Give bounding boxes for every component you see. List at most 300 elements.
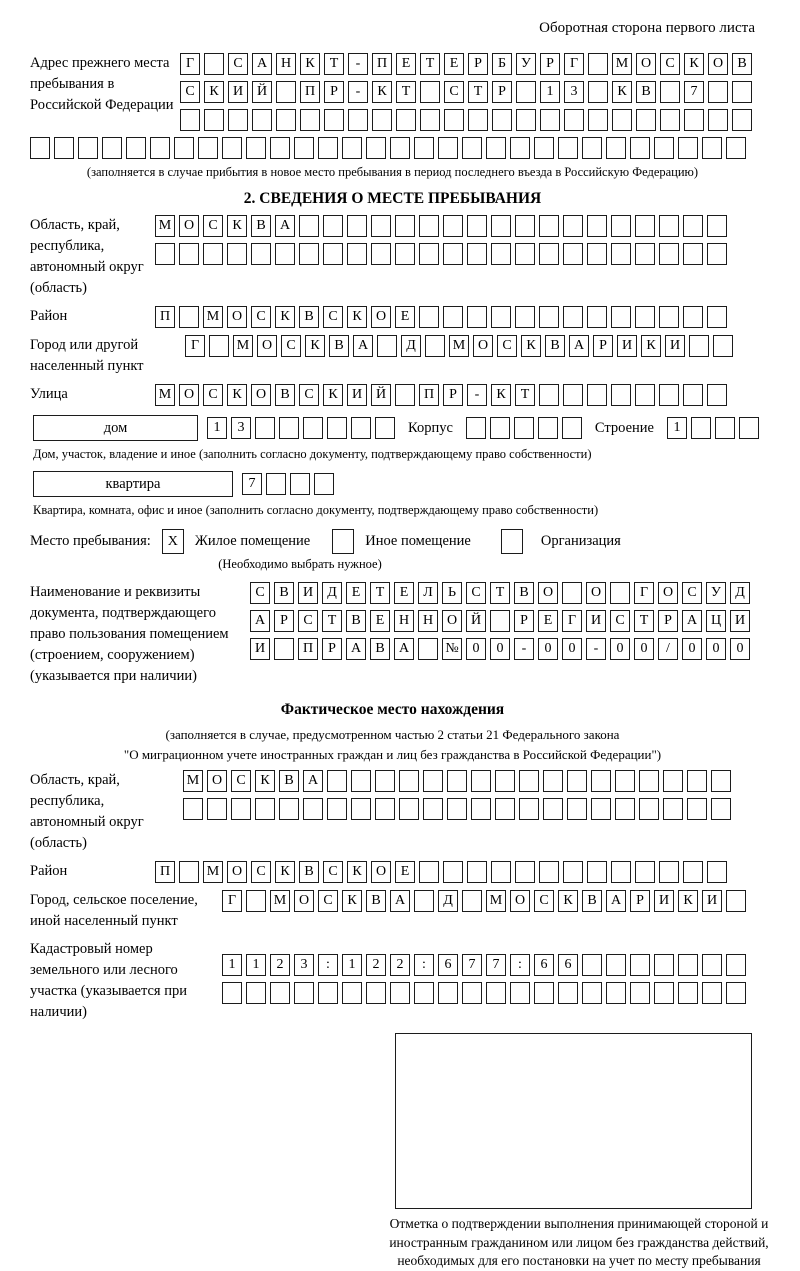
char-box[interactable]: [399, 798, 419, 820]
char-box[interactable]: [540, 109, 560, 131]
char-box[interactable]: С: [251, 306, 271, 328]
char-box[interactable]: 7: [684, 81, 704, 103]
char-box[interactable]: [495, 798, 515, 820]
char-box[interactable]: -: [467, 384, 487, 406]
char-box[interactable]: [659, 384, 679, 406]
char-box[interactable]: [654, 982, 674, 1004]
char-box[interactable]: Е: [395, 306, 415, 328]
char-box[interactable]: П: [372, 53, 392, 75]
char-box[interactable]: [635, 384, 655, 406]
char-box[interactable]: [515, 215, 535, 237]
char-box[interactable]: С: [497, 335, 517, 357]
char-box[interactable]: [371, 243, 391, 265]
char-box[interactable]: С: [318, 890, 338, 912]
char-box[interactable]: 0: [706, 638, 726, 660]
char-box[interactable]: К: [372, 81, 392, 103]
char-box[interactable]: [414, 137, 434, 159]
char-box[interactable]: [510, 137, 530, 159]
char-box[interactable]: [366, 982, 386, 1004]
char-box[interactable]: [203, 243, 223, 265]
char-box[interactable]: [183, 798, 203, 820]
char-box[interactable]: А: [390, 890, 410, 912]
char-box[interactable]: В: [732, 53, 752, 75]
char-box[interactable]: [255, 798, 275, 820]
char-box[interactable]: [462, 890, 482, 912]
char-box[interactable]: О: [179, 384, 199, 406]
char-box[interactable]: А: [606, 890, 626, 912]
char-box[interactable]: [447, 798, 467, 820]
stay-type-checkbox-organization[interactable]: [501, 529, 523, 554]
char-box[interactable]: [611, 243, 631, 265]
char-box[interactable]: [539, 384, 559, 406]
char-box[interactable]: [447, 770, 467, 792]
char-box[interactable]: М: [449, 335, 469, 357]
char-box[interactable]: [539, 215, 559, 237]
char-box[interactable]: С: [444, 81, 464, 103]
char-box[interactable]: [351, 417, 371, 439]
char-box[interactable]: Е: [346, 582, 366, 604]
char-box[interactable]: [587, 243, 607, 265]
char-box[interactable]: [663, 798, 683, 820]
char-box[interactable]: С: [180, 81, 200, 103]
char-box[interactable]: [726, 954, 746, 976]
char-box[interactable]: [606, 137, 626, 159]
char-box[interactable]: М: [233, 335, 253, 357]
char-box[interactable]: [562, 417, 582, 439]
char-box[interactable]: [516, 81, 536, 103]
char-box[interactable]: [591, 798, 611, 820]
char-box[interactable]: 0: [490, 638, 510, 660]
char-box[interactable]: С: [250, 582, 270, 604]
char-box[interactable]: В: [514, 582, 534, 604]
char-box[interactable]: С: [323, 306, 343, 328]
char-box[interactable]: [443, 861, 463, 883]
char-box[interactable]: [654, 954, 674, 976]
char-box[interactable]: О: [294, 890, 314, 912]
char-box[interactable]: [543, 770, 563, 792]
char-box[interactable]: [490, 417, 510, 439]
char-box[interactable]: С: [231, 770, 251, 792]
char-box[interactable]: 2: [366, 954, 386, 976]
char-box[interactable]: [78, 137, 98, 159]
char-box[interactable]: [732, 81, 752, 103]
char-box[interactable]: [587, 306, 607, 328]
char-box[interactable]: [209, 335, 229, 357]
char-box[interactable]: [615, 770, 635, 792]
char-box[interactable]: [366, 137, 386, 159]
char-box[interactable]: Д: [730, 582, 750, 604]
char-box[interactable]: [732, 109, 752, 131]
char-box[interactable]: У: [516, 53, 536, 75]
char-box[interactable]: [563, 243, 583, 265]
char-box[interactable]: В: [370, 638, 390, 660]
char-box[interactable]: [375, 770, 395, 792]
char-box[interactable]: [606, 982, 626, 1004]
char-box[interactable]: [539, 306, 559, 328]
char-box[interactable]: Е: [395, 861, 415, 883]
char-box[interactable]: [270, 137, 290, 159]
char-box[interactable]: [663, 770, 683, 792]
char-box[interactable]: [231, 798, 251, 820]
char-box[interactable]: [419, 861, 439, 883]
char-box[interactable]: О: [179, 215, 199, 237]
char-box[interactable]: [438, 137, 458, 159]
char-box[interactable]: [563, 384, 583, 406]
char-box[interactable]: [689, 335, 709, 357]
char-box[interactable]: О: [227, 306, 247, 328]
char-box[interactable]: [174, 137, 194, 159]
char-box[interactable]: [323, 243, 343, 265]
char-box[interactable]: [126, 137, 146, 159]
char-box[interactable]: :: [414, 954, 434, 976]
char-box[interactable]: [246, 890, 266, 912]
char-box[interactable]: А: [303, 770, 323, 792]
char-box[interactable]: [687, 770, 707, 792]
char-box[interactable]: 6: [534, 954, 554, 976]
char-box[interactable]: [687, 798, 707, 820]
char-box[interactable]: И: [250, 638, 270, 660]
char-box[interactable]: О: [207, 770, 227, 792]
char-box[interactable]: О: [442, 610, 462, 632]
char-box[interactable]: [606, 954, 626, 976]
char-box[interactable]: [102, 137, 122, 159]
char-box[interactable]: Г: [634, 582, 654, 604]
char-box[interactable]: [419, 215, 439, 237]
char-box[interactable]: [636, 109, 656, 131]
char-box[interactable]: Р: [443, 384, 463, 406]
char-box[interactable]: К: [641, 335, 661, 357]
char-box[interactable]: 7: [486, 954, 506, 976]
char-box[interactable]: -: [348, 81, 368, 103]
char-box[interactable]: [375, 798, 395, 820]
char-box[interactable]: Т: [324, 53, 344, 75]
char-box[interactable]: [179, 243, 199, 265]
char-box[interactable]: Б: [492, 53, 512, 75]
char-box[interactable]: К: [275, 306, 295, 328]
char-box[interactable]: 1: [246, 954, 266, 976]
char-box[interactable]: И: [228, 81, 248, 103]
char-box[interactable]: [567, 798, 587, 820]
char-box[interactable]: М: [203, 861, 223, 883]
char-box[interactable]: В: [299, 306, 319, 328]
char-box[interactable]: [534, 137, 554, 159]
char-box[interactable]: 2: [390, 954, 410, 976]
char-box[interactable]: С: [610, 610, 630, 632]
char-box[interactable]: К: [342, 890, 362, 912]
char-box[interactable]: Т: [396, 81, 416, 103]
char-box[interactable]: [515, 306, 535, 328]
char-box[interactable]: [324, 109, 344, 131]
char-box[interactable]: [348, 109, 368, 131]
char-box[interactable]: [702, 982, 722, 1004]
char-box[interactable]: [54, 137, 74, 159]
char-box[interactable]: [443, 243, 463, 265]
char-box[interactable]: Т: [515, 384, 535, 406]
char-box[interactable]: П: [298, 638, 318, 660]
char-box[interactable]: С: [228, 53, 248, 75]
char-box[interactable]: [375, 417, 395, 439]
char-box[interactable]: [587, 861, 607, 883]
char-box[interactable]: [564, 109, 584, 131]
char-box[interactable]: К: [305, 335, 325, 357]
char-box[interactable]: 0: [562, 638, 582, 660]
char-box[interactable]: [588, 53, 608, 75]
char-box[interactable]: В: [366, 890, 386, 912]
char-box[interactable]: С: [203, 215, 223, 237]
char-box[interactable]: [567, 770, 587, 792]
char-box[interactable]: [587, 384, 607, 406]
char-box[interactable]: Т: [468, 81, 488, 103]
char-box[interactable]: [702, 954, 722, 976]
char-box[interactable]: [588, 81, 608, 103]
char-box[interactable]: [299, 215, 319, 237]
char-box[interactable]: [246, 982, 266, 1004]
char-box[interactable]: [702, 137, 722, 159]
char-box[interactable]: [198, 137, 218, 159]
char-box[interactable]: [299, 243, 319, 265]
char-box[interactable]: О: [658, 582, 678, 604]
char-box[interactable]: К: [612, 81, 632, 103]
char-box[interactable]: [639, 798, 659, 820]
char-box[interactable]: М: [155, 215, 175, 237]
char-box[interactable]: Д: [322, 582, 342, 604]
char-box[interactable]: [471, 770, 491, 792]
char-box[interactable]: [342, 137, 362, 159]
char-box[interactable]: Й: [371, 384, 391, 406]
char-box[interactable]: [519, 770, 539, 792]
char-box[interactable]: [713, 335, 733, 357]
char-box[interactable]: 7: [242, 473, 262, 495]
char-box[interactable]: О: [371, 861, 391, 883]
char-box[interactable]: К: [227, 384, 247, 406]
char-box[interactable]: К: [300, 53, 320, 75]
char-box[interactable]: С: [299, 384, 319, 406]
char-box[interactable]: О: [708, 53, 728, 75]
char-box[interactable]: [419, 243, 439, 265]
char-box[interactable]: Ь: [442, 582, 462, 604]
char-box[interactable]: Р: [630, 890, 650, 912]
char-box[interactable]: [491, 215, 511, 237]
char-box[interactable]: [543, 798, 563, 820]
char-box[interactable]: [466, 417, 486, 439]
stay-type-checkbox-other-premises[interactable]: [332, 529, 354, 554]
char-box[interactable]: [300, 109, 320, 131]
char-box[interactable]: 6: [438, 954, 458, 976]
char-box[interactable]: [683, 861, 703, 883]
char-box[interactable]: [468, 109, 488, 131]
char-box[interactable]: П: [155, 306, 175, 328]
char-box[interactable]: О: [636, 53, 656, 75]
char-box[interactable]: [611, 215, 631, 237]
char-box[interactable]: К: [347, 861, 367, 883]
char-box[interactable]: [390, 982, 410, 1004]
char-box[interactable]: [252, 109, 272, 131]
char-box[interactable]: Н: [276, 53, 296, 75]
char-box[interactable]: Е: [538, 610, 558, 632]
char-box[interactable]: К: [275, 861, 295, 883]
char-box[interactable]: Й: [466, 610, 486, 632]
char-box[interactable]: С: [251, 861, 271, 883]
char-box[interactable]: [707, 384, 727, 406]
char-box[interactable]: 0: [682, 638, 702, 660]
char-box[interactable]: [207, 798, 227, 820]
char-box[interactable]: В: [251, 215, 271, 237]
char-box[interactable]: [635, 306, 655, 328]
char-box[interactable]: [659, 215, 679, 237]
char-box[interactable]: [582, 954, 602, 976]
char-box[interactable]: [563, 215, 583, 237]
char-box[interactable]: [635, 215, 655, 237]
char-box[interactable]: А: [569, 335, 589, 357]
char-box[interactable]: И: [730, 610, 750, 632]
char-box[interactable]: [303, 798, 323, 820]
char-box[interactable]: [294, 982, 314, 1004]
char-box[interactable]: Г: [185, 335, 205, 357]
char-box[interactable]: [420, 81, 440, 103]
char-box[interactable]: [371, 215, 391, 237]
char-box[interactable]: [180, 109, 200, 131]
char-box[interactable]: [659, 306, 679, 328]
char-box[interactable]: Е: [370, 610, 390, 632]
char-box[interactable]: И: [702, 890, 722, 912]
char-box[interactable]: [318, 137, 338, 159]
char-box[interactable]: Т: [322, 610, 342, 632]
char-box[interactable]: К: [684, 53, 704, 75]
char-box[interactable]: 7: [462, 954, 482, 976]
char-box[interactable]: [486, 137, 506, 159]
char-box[interactable]: [519, 798, 539, 820]
char-box[interactable]: [423, 798, 443, 820]
char-box[interactable]: К: [227, 215, 247, 237]
char-box[interactable]: П: [419, 384, 439, 406]
char-box[interactable]: В: [329, 335, 349, 357]
char-box[interactable]: [630, 137, 650, 159]
char-box[interactable]: В: [636, 81, 656, 103]
char-box[interactable]: [318, 982, 338, 1004]
char-box[interactable]: Д: [401, 335, 421, 357]
char-box[interactable]: [534, 982, 554, 1004]
char-box[interactable]: [678, 982, 698, 1004]
char-box[interactable]: Т: [634, 610, 654, 632]
char-box[interactable]: А: [346, 638, 366, 660]
char-box[interactable]: [563, 861, 583, 883]
char-box[interactable]: М: [270, 890, 290, 912]
char-box[interactable]: [538, 417, 558, 439]
char-box[interactable]: К: [678, 890, 698, 912]
char-box[interactable]: [372, 109, 392, 131]
char-box[interactable]: [611, 384, 631, 406]
char-box[interactable]: [610, 582, 630, 604]
char-box[interactable]: [228, 109, 248, 131]
char-box[interactable]: [294, 137, 314, 159]
char-box[interactable]: [491, 243, 511, 265]
char-box[interactable]: [611, 306, 631, 328]
char-box[interactable]: [342, 982, 362, 1004]
char-box[interactable]: 0: [538, 638, 558, 660]
char-box[interactable]: [490, 610, 510, 632]
char-box[interactable]: [276, 109, 296, 131]
char-box[interactable]: [563, 306, 583, 328]
char-box[interactable]: О: [257, 335, 277, 357]
char-box[interactable]: [279, 798, 299, 820]
char-box[interactable]: [179, 306, 199, 328]
char-box[interactable]: [423, 770, 443, 792]
char-box[interactable]: [347, 243, 367, 265]
char-box[interactable]: И: [665, 335, 685, 357]
char-box[interactable]: [314, 473, 334, 495]
char-box[interactable]: [582, 137, 602, 159]
char-box[interactable]: [635, 861, 655, 883]
char-box[interactable]: [425, 335, 445, 357]
char-box[interactable]: 1: [540, 81, 560, 103]
char-box[interactable]: [204, 109, 224, 131]
char-box[interactable]: К: [323, 384, 343, 406]
char-box[interactable]: [659, 243, 679, 265]
char-box[interactable]: [691, 417, 711, 439]
char-box[interactable]: [558, 137, 578, 159]
char-box[interactable]: [659, 861, 679, 883]
char-box[interactable]: Р: [324, 81, 344, 103]
char-box[interactable]: Р: [492, 81, 512, 103]
char-box[interactable]: [443, 306, 463, 328]
char-box[interactable]: [327, 770, 347, 792]
char-box[interactable]: -: [514, 638, 534, 660]
char-box[interactable]: [290, 473, 310, 495]
char-box[interactable]: [708, 109, 728, 131]
char-box[interactable]: К: [491, 384, 511, 406]
char-box[interactable]: Н: [394, 610, 414, 632]
char-box[interactable]: [467, 215, 487, 237]
char-box[interactable]: [395, 243, 415, 265]
char-box[interactable]: [707, 861, 727, 883]
char-box[interactable]: С: [682, 582, 702, 604]
char-box[interactable]: [711, 770, 731, 792]
char-box[interactable]: [179, 861, 199, 883]
char-box[interactable]: [420, 109, 440, 131]
char-box[interactable]: О: [227, 861, 247, 883]
char-box[interactable]: [255, 417, 275, 439]
char-box[interactable]: 3: [294, 954, 314, 976]
char-box[interactable]: [396, 109, 416, 131]
char-box[interactable]: 1: [207, 417, 227, 439]
char-box[interactable]: [516, 109, 536, 131]
char-box[interactable]: [444, 109, 464, 131]
char-box[interactable]: Е: [396, 53, 416, 75]
char-box[interactable]: О: [251, 384, 271, 406]
char-box[interactable]: [414, 890, 434, 912]
char-box[interactable]: [467, 243, 487, 265]
char-box[interactable]: [612, 109, 632, 131]
char-box[interactable]: №: [442, 638, 462, 660]
char-box[interactable]: [739, 417, 759, 439]
char-box[interactable]: 3: [231, 417, 251, 439]
char-box[interactable]: [390, 137, 410, 159]
char-box[interactable]: В: [274, 582, 294, 604]
char-box[interactable]: С: [203, 384, 223, 406]
char-box[interactable]: [323, 215, 343, 237]
char-box[interactable]: [155, 243, 175, 265]
char-box[interactable]: [558, 982, 578, 1004]
char-box[interactable]: [514, 417, 534, 439]
char-box[interactable]: [708, 81, 728, 103]
char-box[interactable]: [495, 770, 515, 792]
char-box[interactable]: К: [558, 890, 578, 912]
char-box[interactable]: [486, 982, 506, 1004]
char-box[interactable]: Г: [562, 610, 582, 632]
char-box[interactable]: [630, 982, 650, 1004]
char-box[interactable]: [276, 81, 296, 103]
char-box[interactable]: И: [298, 582, 318, 604]
